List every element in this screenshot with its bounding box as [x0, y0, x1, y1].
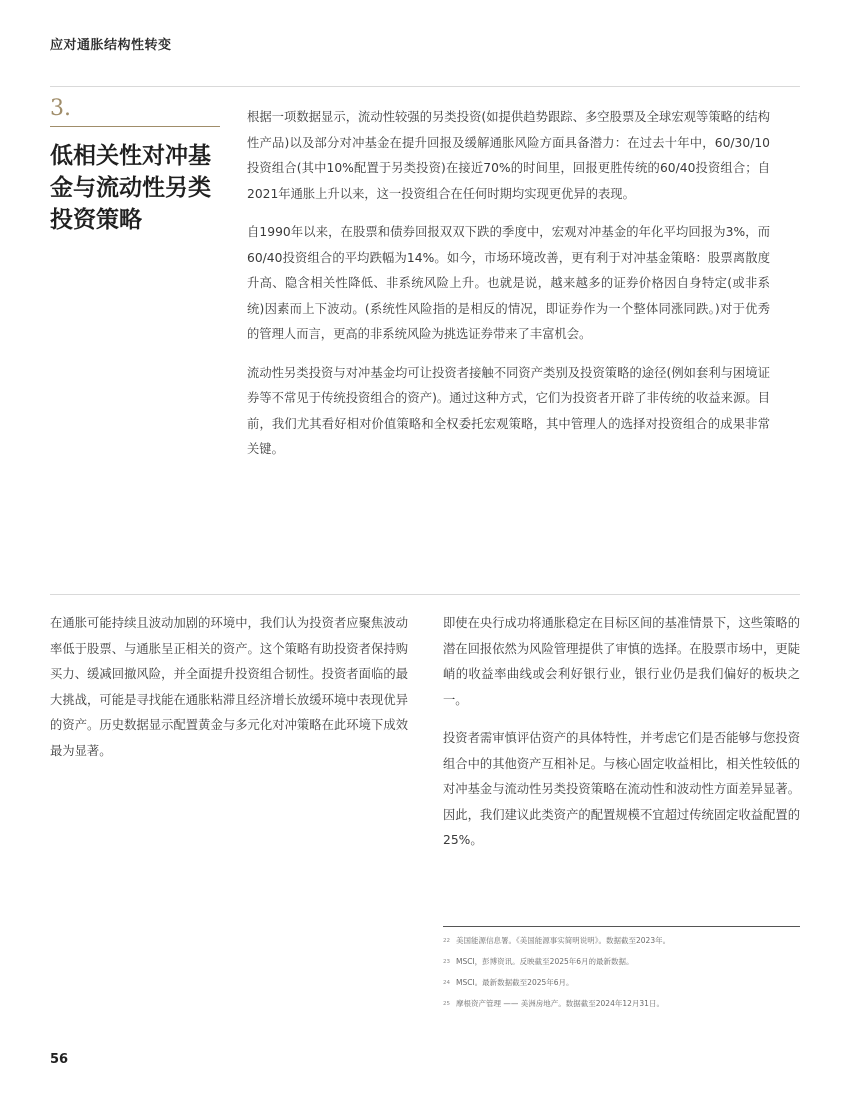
- intro-paragraph-3: 流动性另类投资与对冲基金均可让投资者接触不同资产类别及投资策略的途径(例如套利与困境证券等不常见于传统投资组合的资产)。通过这种方式，它们为投资者开辟了非传统的收益来源。目前，我们尤其看好相对价值策略和全权委托宏观策略，其中管理人的选择对投资组合的成果非常关键。: [247, 365, 770, 456]
- right-paragraph-1: 即使在央行成功将通胀稳定在目标区间的基准情景下，这些策略的潜在回报依然为风险管理提供了审慎的选择。在股票市场中，更陡峭的收益率曲线或会利好银行业，银行业仍是我们偏好的板块之一。: [443, 616, 800, 707]
- section-accent-rule: [50, 126, 220, 127]
- footnote-number: 23: [443, 959, 450, 965]
- right-paragraph-2: 投资者需审慎评估资产的具体特性，并考虑它们是否能够与您投资组合中的其他资产互相补足。与核心固定收益相比，相关性较低的对冲基金与流动性另类投资策略在流动性和波动性方面差异显著。因此，我们建议此类资产的配置规模不宜超过传统固定收益配置的25%。: [443, 731, 800, 847]
- footnote-text: MSCI，彭博资讯。反映截至2025年6月的最新数据。: [456, 957, 634, 966]
- left-paragraph-1: 在通胀可能持续且波动加剧的环境中，我们认为投资者应聚焦波动率低于股票、与通胀呈正相关的资产。这个策略有助投资者保持购买力、缓减回撤风险，并全面提升投资组合韧性。投资者面临的最大挑战，可能是寻找能在通胀粘滞且经济增长放缓环境中表现优异的资产。历史数据显示配置黄金与多元化对冲策略在此环境下成效最为显著。: [50, 616, 408, 758]
- footnote-number: 22: [443, 938, 450, 944]
- page-number: 56: [50, 1052, 69, 1067]
- section-number: 3.: [50, 96, 71, 121]
- footnotes: [443, 934, 800, 1018]
- intro-paragraph-2: 自1990年以来，在股票和债券回报双双下跌的季度中，宏观对冲基金的年化平均回报为3%，而60/40投资组合的平均跌幅为14%。如今，市场环境改善，更有利于对冲基金策略：股票离散度升高、隐含相关性降低、非系统风险上升。也就是说，越来越多的证券价格因自身特定(或非系统)因素而上下波动。(系统性风险指的是相反的情况，即证券作为一个整体同涨同跌。)对于优秀的管理人而言，更高的非系统风险为挑选证券带来了丰富机会。: [247, 225, 770, 341]
- section-title: 低相关性对冲基金与流动性另类投资策略: [50, 142, 211, 233]
- footnote-24: [443, 976, 800, 997]
- middle-divider: [50, 594, 800, 595]
- footnote-number: 25: [443, 1001, 450, 1007]
- running-title: 应对通胀结构性转变: [50, 38, 172, 53]
- footnote-number: 24: [443, 980, 450, 986]
- intro-paragraph-1: 根据一项数据显示，流动性较强的另类投资(如提供趋势跟踪、多空股票及全球宏观等策略的结构性产品)以及部分对冲基金在提升回报及缓解通胀风险方面具备潜力：在过去十年中，60/30/10投资组合(其中10%配置于另类投资)在接近70%的时间里，回报更胜传统的60/40投资组合；自2021年通胀上升以来，这一投资组合在任何时期均实现更优异的表现。: [247, 110, 770, 201]
- footnote-text: MSCI。最新数据截至2025年6月。: [456, 978, 574, 987]
- left-column: [50, 611, 408, 777]
- intro-column: [247, 105, 770, 476]
- footnote-text: 摩根资产管理 —— 美洲房地产。数据截至2024年12月31日。: [456, 999, 664, 1008]
- footnote-22: [443, 934, 800, 955]
- top-divider: [50, 86, 800, 87]
- footnote-text: 美国能源信息署。《美国能源事实简明说明》。数据截至2023年。: [456, 936, 671, 945]
- footnote-23: [443, 955, 800, 976]
- right-column: [443, 611, 800, 867]
- footnote-25: [443, 997, 800, 1018]
- footnote-divider: [443, 926, 800, 927]
